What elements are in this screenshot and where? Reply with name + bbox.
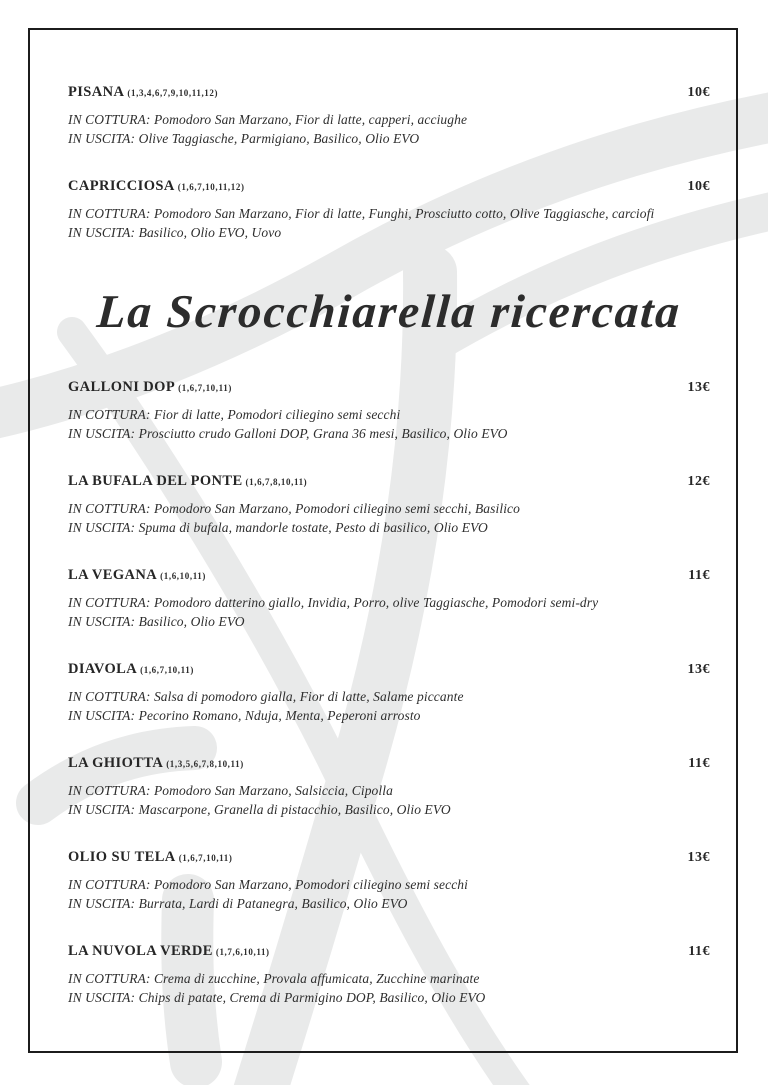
item-cottura-line: IN COTTURA: Pomodoro San Marzano, Fior di latte, Funghi, Prosciutto cotto, Olive Taggiasche, carciofi <box>68 206 655 221</box>
menu-item-galloni-dop <box>68 379 710 443</box>
item-uscita-line: IN USCITA: Spuma di bufala, mandorle tostate, Pesto di basilico, Olio EVO <box>68 520 488 535</box>
item-cottura-line: IN COTTURA: Pomodoro San Marzano, Pomodori ciliegino semi secchi, Basilico <box>68 501 520 516</box>
menu-item-pisana <box>68 84 710 148</box>
item-header <box>68 943 710 960</box>
item-header <box>68 849 710 866</box>
item-price: 10€ <box>687 85 710 100</box>
item-price: 13€ <box>687 662 710 677</box>
item-description <box>68 405 710 443</box>
item-allergens: (1,6,10,11) <box>160 571 207 581</box>
menu-item-olio-su-tela <box>68 849 710 913</box>
item-cottura-line: IN COTTURA: Pomodoro San Marzano, Pomodori ciliegino semi secchi <box>68 877 468 892</box>
menu-item-capricciosa <box>68 178 710 242</box>
menu-content <box>68 84 710 1037</box>
item-cottura-line: IN COTTURA: Pomodoro San Marzano, Fior di latte, capperi, acciughe <box>68 112 468 127</box>
item-cottura-line: IN COTTURA: Pomodoro datterino giallo, Invidia, Porro, olive Taggiasche, Pomodori semi-dry <box>68 595 599 610</box>
item-description <box>68 110 710 148</box>
item-price: 11€ <box>688 568 710 583</box>
item-title: DIAVOLA <box>68 661 138 677</box>
item-cottura-line: IN COTTURA: Fior di latte, Pomodori ciliegino semi secchi <box>68 407 401 422</box>
item-allergens: (1,6,7,10,11) <box>140 665 194 675</box>
item-price: 11€ <box>688 756 710 771</box>
menu-item-la-ghiotta <box>68 755 710 819</box>
item-description <box>68 593 710 631</box>
item-name <box>68 379 232 396</box>
item-price: 13€ <box>687 850 710 865</box>
item-allergens: (1,6,7,10,11,12) <box>177 182 245 192</box>
item-title: CAPRICCIOSA <box>68 178 175 194</box>
item-description <box>68 875 710 913</box>
item-name <box>68 755 244 772</box>
item-name <box>68 943 270 960</box>
item-uscita-line: IN USCITA: Basilico, Olio EVO, Uovo <box>68 225 282 240</box>
item-name <box>68 567 206 584</box>
item-header <box>68 473 710 490</box>
item-name <box>68 178 245 195</box>
item-uscita-line: IN USCITA: Prosciutto crudo Galloni DOP, Grana 36 mesi, Basilico, Olio EVO <box>68 426 508 441</box>
item-header <box>68 84 710 101</box>
item-name <box>68 849 233 866</box>
item-allergens: (1,7,6,10,11) <box>215 947 270 957</box>
item-uscita-line: IN USCITA: Chips di patate, Crema di Parmigino DOP, Basilico, Olio EVO <box>68 990 486 1005</box>
item-allergens: (1,3,4,6,7,9,10,11,12) <box>127 88 219 98</box>
item-header <box>68 379 710 396</box>
item-allergens: (1,6,7,8,10,11) <box>245 477 308 487</box>
menu-item-diavola <box>68 661 710 725</box>
item-title: OLIO SU TELA <box>68 849 176 865</box>
item-cottura-line: IN COTTURA: Pomodoro San Marzano, Salsiccia, Cipolla <box>68 783 393 798</box>
menu-item-la-vegana <box>68 567 710 631</box>
item-title: LA NUVOLA VERDE <box>68 943 213 959</box>
item-price: 10€ <box>687 179 710 194</box>
item-title: LA BUFALA DEL PONTE <box>68 473 243 489</box>
item-price: 11€ <box>688 944 710 959</box>
item-allergens: (1,6,7,10,11) <box>178 383 232 393</box>
item-title: LA GHIOTTA <box>68 755 164 771</box>
item-name <box>68 661 194 678</box>
item-price: 13€ <box>687 380 710 395</box>
item-header <box>68 178 710 195</box>
item-allergens: (1,3,5,6,7,8,10,11) <box>166 759 244 769</box>
item-allergens: (1,6,7,10,11) <box>178 853 233 863</box>
item-name <box>68 84 218 101</box>
menu-item-la-nuvola-verde <box>68 943 710 1007</box>
item-uscita-line: IN USCITA: Burrata, Lardi di Patanegra, Basilico, Olio EVO <box>68 896 408 911</box>
item-name <box>68 473 307 490</box>
item-title: PISANA <box>68 84 125 100</box>
item-header <box>68 661 710 678</box>
menu-item-la-bufala-del-ponte <box>68 473 710 537</box>
item-description <box>68 969 710 1007</box>
item-uscita-line: IN USCITA: Basilico, Olio EVO <box>68 614 245 629</box>
item-description <box>68 781 710 819</box>
item-cottura-line: IN COTTURA: Crema di zucchine, Provala affumicata, Zucchine marinate <box>68 971 480 986</box>
item-header <box>68 567 710 584</box>
item-uscita-line: IN USCITA: Olive Taggiasche, Parmigiano, Basilico, Olio EVO <box>68 131 420 146</box>
item-description <box>68 204 710 242</box>
item-description <box>68 499 710 537</box>
item-title: LA VEGANA <box>68 567 158 583</box>
section-title-script: La Scrocchiarella ricercata <box>95 286 683 338</box>
item-description <box>68 687 710 725</box>
item-uscita-line: IN USCITA: Mascarpone, Granella di pistacchio, Basilico, Olio EVO <box>68 802 451 817</box>
item-header <box>68 755 710 772</box>
item-uscita-line: IN USCITA: Pecorino Romano, Nduja, Menta, Peperoni arrosto <box>68 708 421 723</box>
item-title: GALLONI DOP <box>68 379 176 395</box>
item-price: 12€ <box>687 474 710 489</box>
item-cottura-line: IN COTTURA: Salsa di pomodoro gialla, Fior di latte, Salame piccante <box>68 689 464 704</box>
